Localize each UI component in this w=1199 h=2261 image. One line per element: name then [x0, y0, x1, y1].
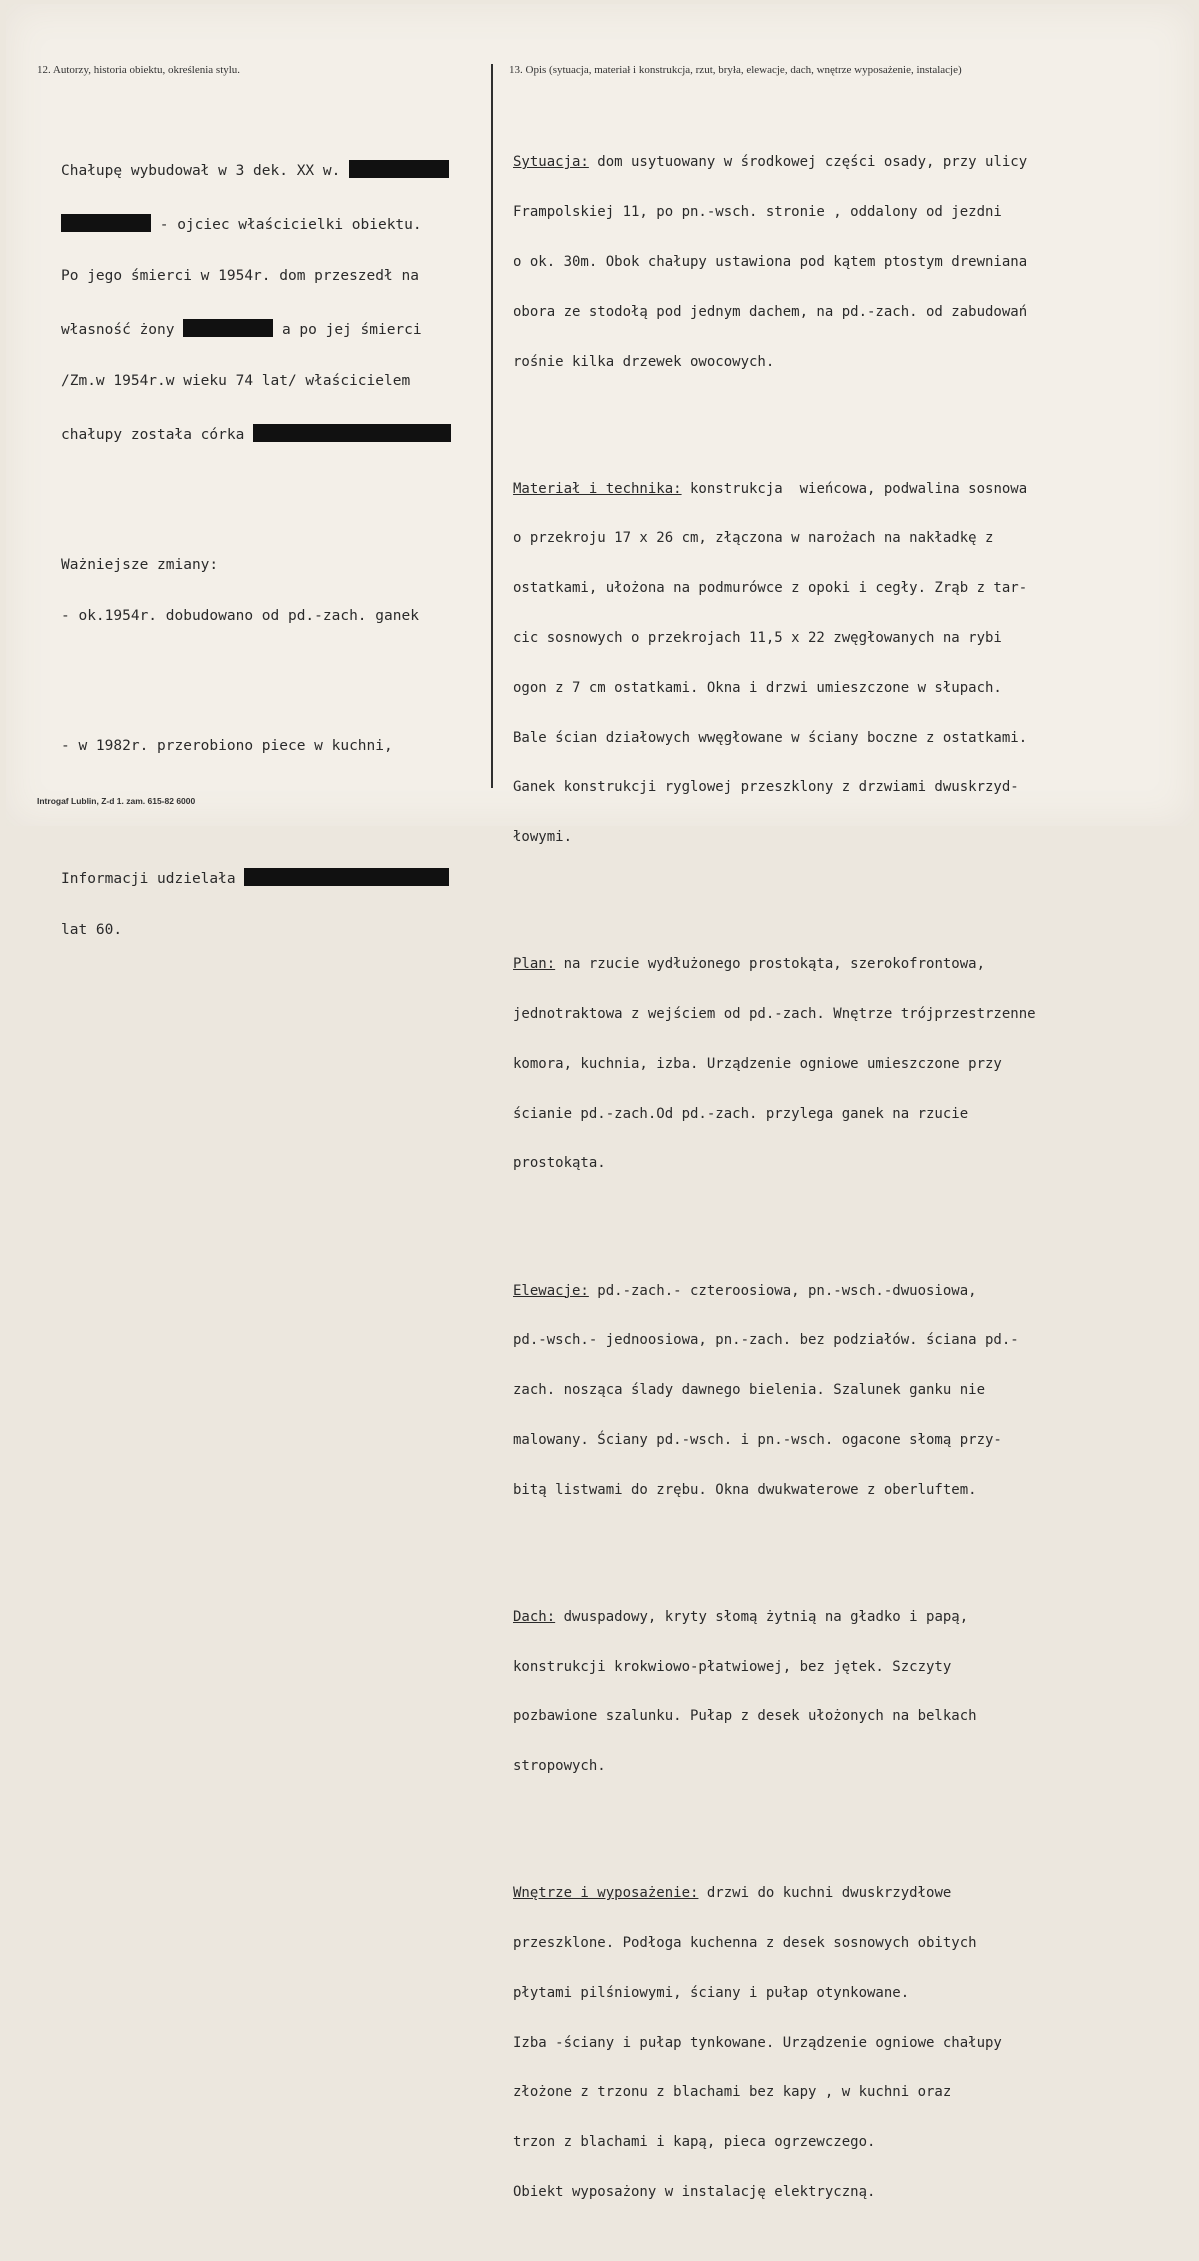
description-line: dom usytuowany w środkowej części osady, przy ulicy [588, 154, 1028, 171]
material-section [513, 447, 1036, 878]
description-line: prostokąta. [513, 1155, 606, 1172]
description-line: malowany. Ściany pd.-wsch. i pn.-wsch. ogacone słomą przy- [513, 1431, 1002, 1448]
redaction-block [253, 424, 451, 442]
history-line: lat 60. [61, 922, 123, 938]
column-divider [491, 64, 493, 788]
description-line: komora, kuchnia, izba. Urządzenie ogniowe umieszczone przy [513, 1055, 1002, 1072]
description-line: trzon z blachami i kapą, pieca ogrzewczego. [513, 2134, 876, 2151]
history-line: - w 1982r. przerobiono piece w kuchni, [61, 738, 393, 754]
history-line: własność żony [61, 322, 184, 338]
right-section-header: 13. Opis (sytuacja, materiał i konstrukcja, rzut, bryła, elewacje, dach, wnętrze wyposażenie, instalacje) [509, 64, 962, 76]
description-line: Izba -ściany i pułap tynkowane. Urządzenie ogniowe chałupy [513, 2034, 1002, 2051]
section-heading: Wnętrze i wyposażenie: [513, 1885, 699, 1902]
plan-section [513, 923, 1036, 1205]
history-line: Chałupę wybudował w 3 dek. XX w. [61, 163, 350, 179]
history-line: /Zm.w 1954r.w wieku 74 lat/ właścicielem [61, 373, 411, 389]
history-line: - ok.1954r. dobudowano od pd.-zach. ganek [61, 608, 419, 624]
description-line: Bale ścian działowych wwęgłowane w ściany boczne z ostatkami. [513, 729, 1028, 746]
redaction-block [183, 319, 273, 337]
description-line: przeszklone. Podłoga kuchenna z desek sosnowych obitych [513, 1935, 977, 1952]
description-line: ostatkami, ułożona na podmurówce z opoki i cegły. Zrąb z tar- [513, 580, 1028, 597]
description-line: pd.-zach.- czteroosiowa, pn.-wsch.-dwuosiowa, [588, 1282, 977, 1299]
description-line: ścianie pd.-zach.Od pd.-zach. przylega ganek na rzucie [513, 1105, 969, 1122]
description-line: złożone z trzonu z blachami bez kapy , w kuchni oraz [513, 2084, 952, 2101]
description-line: rośnie kilka drzewek owocowych. [513, 353, 775, 370]
history-line: Ważniejsze zmiany: [61, 557, 219, 573]
situation-section [513, 121, 1036, 403]
description-line: zach. nosząca ślady dawnego bielenia. Szalunek ganku nie [513, 1382, 986, 1399]
description-line: o przekroju 17 x 26 cm, złączona w narożach na nakładkę z [513, 530, 994, 547]
history-line: - ojciec właścicielki obiektu. [151, 217, 422, 233]
history-line: chałupy została córka [61, 427, 254, 443]
section-heading: Elewacje: [513, 1282, 589, 1299]
redaction-block [244, 868, 449, 886]
interior-section [513, 1852, 1036, 2234]
description-line: pd.-wsch.- jednoosiowa, pn.-zach. bez podziałów. ściana pd.- [513, 1332, 1019, 1349]
left-section-header: 12. Autorzy, historia obiektu, określenia stylu. [37, 64, 241, 76]
history-line: Informacji udzielała [61, 871, 245, 887]
description-line: stropowych. [513, 1758, 606, 1775]
description-line: pozbawione szalunku. Pułap z desek ułożonych na belkach [513, 1708, 977, 1725]
description-line: Ganek konstrukcji ryglowej przeszklony z drzwiami dwuskrzyd- [513, 779, 1019, 796]
section-heading: Plan: [513, 956, 556, 973]
description-line: płytami pilśniowymi, ściany i pułap otynkowane. [513, 1984, 910, 2001]
description-line: łowymi. [513, 829, 573, 846]
description-line: jednotraktowa z wejściem od pd.-zach. Wnętrze trójprzestrzenne [513, 1006, 1036, 1023]
description-line: Frampolskiej 11, po pn.-wsch. stronie , oddalony od jezdni [513, 204, 1002, 221]
redaction-block [61, 214, 151, 232]
history-line: Po jego śmierci w 1954r. dom przeszedł na [61, 268, 419, 284]
description-line: drzwi do kuchni dwuskrzydłowe [698, 1885, 952, 1902]
printer-footer: Introgaf Lublin, Z-d 1. zam. 615-82 6000 [37, 796, 196, 806]
section-heading: Dach: [513, 1608, 556, 1625]
section-heading: Sytuacja: [513, 154, 589, 171]
description-line: cic sosnowych o przekrojach 11,5 x 22 zwęgłowanych na rybi [513, 630, 1002, 646]
elevations-section [513, 1249, 1036, 1531]
description-line: o ok. 30m. Obok chałupy ustawiona pod kątem ptostym drewniana [513, 253, 1028, 270]
description-line: ogon z 7 cm ostatkami. Okna i drzwi umieszczone w słupach. [513, 679, 1002, 696]
section-heading: Materiał i technika: [513, 480, 682, 497]
history-text [61, 92, 451, 1001]
redaction-block [349, 160, 449, 178]
description-line: konstrukcja wieńcowa, podwalina sosnowa [681, 480, 1028, 497]
description-line: dwuspadowy, kryty słomą żytnią na gładko i papą, [555, 1608, 969, 1625]
description-line: obora ze stodołą pod jednym dachem, na pd.-zach. od zabudowań [513, 303, 1028, 320]
description-line: bitą listwami do zrębu. Okna dwukwaterowe z oberluftem. [513, 1481, 977, 1498]
roof-section [513, 1576, 1036, 1808]
description-text [513, 88, 1036, 2261]
description-line: konstrukcji krokwiowo-płatwiowej, bez jętek. Szczyty [513, 1658, 952, 1675]
description-line: na rzucie wydłużonego prostokąta, szerokofrontowa, [555, 956, 986, 973]
description-line: Obiekt wyposażony w instalację elektryczną. [513, 2184, 876, 2201]
history-line: a po jej śmierci [273, 322, 422, 338]
